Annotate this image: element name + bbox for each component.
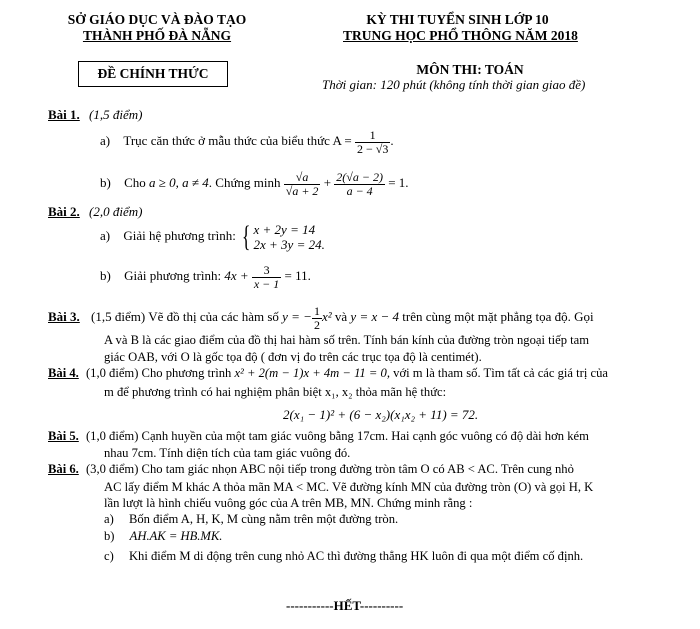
problem-2b-fraction (252, 264, 281, 291)
problem-1b (100, 168, 409, 198)
department-name: SỞ GIÁO DỤC VÀ ĐÀO TẠO (67, 12, 247, 27)
problem-2a (100, 218, 325, 254)
problem-1-title: Bài 1. (48, 107, 80, 122)
system-brace: { (241, 220, 251, 254)
problem-1b-plus: + (323, 175, 332, 190)
problem-1b-f2-numerator: 2(√a − 2) (336, 169, 383, 184)
problem-6-title: Bài 6. (48, 462, 79, 476)
problem-2b-label: b) (100, 268, 111, 283)
problem-6a (104, 512, 398, 527)
problem-6-line-1 (48, 462, 574, 477)
problem-5-title: Bài 5. (48, 429, 79, 443)
end-marker: -----------HẾT---------- (286, 598, 404, 613)
problem-1b-text2: . Chứng minh (208, 175, 281, 190)
problem-3-f2: y = x − 4 (350, 309, 400, 324)
problem-1a-text: Trục căn thức ở mẫu thức của biểu thức A = (123, 133, 352, 148)
problem-5-line-1 (48, 429, 589, 444)
system-eq-2: 2x + 3y = 24. (253, 237, 325, 253)
problem-1a-fraction (355, 129, 390, 156)
problem-1-points: (1,5 điểm) (89, 107, 143, 122)
problem-2b-denominator: x − 1 (253, 276, 280, 291)
problem-4-line-2: m để phương trình có hai nghiệm phân biệt x₁, x₂ thỏa mãn hệ thức: (104, 385, 447, 399)
problem-1b-text1: Cho (124, 175, 146, 190)
problem-1b-fraction-1 (284, 171, 321, 198)
problem-2b-text: Giải phương trình: (124, 268, 222, 283)
problem-2b-numerator: 3 (252, 264, 281, 278)
exam-duration: Thời gian: 120 phút (không tính thời gian giao đề) (322, 77, 586, 92)
problem-5-text: (1,0 điểm) Cạnh huyền của một tam giác vuông bằng 17cm. Hai cạnh góc vuông có độ dài hơn kém (85, 429, 589, 443)
problem-3-line-3: giác OAB, với O là gốc tọa độ ( đơn vị đo trên các trục tọa độ là centimét). (104, 350, 482, 364)
problem-3-f1-denominator: 2 (313, 317, 320, 332)
problem-2b (100, 261, 311, 291)
problem-6c (104, 549, 583, 564)
problem-3-text-b: và (334, 309, 348, 324)
problem-2b-lhs: 4x + (224, 268, 249, 283)
problem-2-points: (2,0 điểm) (89, 204, 143, 219)
problem-6c-label: c) (104, 549, 114, 563)
problem-6-line-3: lần lượt là hình chiếu vuông góc của A trên MB, MN. Chứng minh rằng : (104, 496, 473, 510)
problem-1a-label: a) (100, 133, 111, 148)
problem-6c-text: Khi điểm M di động trên cung nhỏ AC thì đường thẳng HK luôn đi qua một điểm cố định. (128, 549, 584, 563)
problem-1b-fraction-2 (334, 171, 385, 198)
problem-4-line-1 (48, 366, 608, 381)
problem-6b-text: AH.AK = HB.MK. (129, 529, 223, 543)
problem-3-line-2: A và B là các giao điểm của đồ thị hai hàm số trên. Tính bán kính của đường tròn ngoại tiếp tam (104, 333, 590, 347)
problem-2a-text: Giải hệ phương trình: (123, 228, 236, 243)
exam-title: KỲ THI TUYỂN SINH LỚP 10 (366, 12, 549, 27)
problem-1b-f1-numerator: √a (284, 171, 321, 185)
problem-3-text-a: (1,5 điểm) Vẽ đồ thị của các hàm số (91, 309, 279, 324)
problem-6a-text: Bốn điểm A, H, K, M cùng nằm trên một đường tròn. (128, 512, 399, 526)
system-eq-1: x + 2y = 14 (253, 222, 316, 238)
problem-6a-label: a) (104, 512, 114, 526)
problem-1a-end: . (390, 133, 394, 148)
problem-3-f1-fraction (312, 305, 322, 332)
problem-1b-f1-denominator: √a + 2 (285, 183, 319, 198)
problem-3-title: Bài 3. (48, 309, 80, 324)
problem-6b (104, 529, 222, 544)
problem-5-line-2: nhau 7cm. Tính diện tích của tam giác vuông đó. (104, 446, 351, 460)
problem-3-text-c: trên cùng một mặt phẳng tọa độ. Gọi (402, 309, 594, 324)
equation-system (254, 222, 325, 252)
official-exam-label: ĐỀ CHÍNH THỨC (97, 66, 209, 81)
problem-2-heading (48, 204, 142, 219)
problem-1b-end: = 1. (388, 175, 409, 190)
problem-4-formula: 2(x₁ − 1)² + (6 − x₂)(x₁x₂ + 11) = 72. (283, 407, 479, 422)
problem-4-equation: x² + 2(m − 1)x + 4m − 11 = 0, (234, 366, 390, 380)
problem-1-heading (48, 107, 142, 122)
problem-3-f1-rhs: x² (321, 309, 332, 324)
problem-1a (100, 126, 394, 156)
problem-1b-label: b) (100, 175, 111, 190)
exam-year: TRUNG HỌC PHỔ THÔNG NĂM 2018 (343, 28, 578, 43)
problem-3-f1-numerator: 1 (313, 303, 320, 318)
problem-3-line-1 (48, 302, 594, 332)
problem-3-f1-lhs: y = − (282, 309, 312, 324)
problem-6-line-2: AC lấy điểm M khác A thỏa mãn MA < MC. Vẽ đường kính MN của đường tròn (O) và gọi H, K (104, 480, 594, 494)
problem-4-text-b: với m là tham số. Tìm tất cả các giá trị của (393, 366, 608, 380)
problem-4-title: Bài 4. (48, 366, 79, 380)
official-exam-box (78, 61, 228, 87)
problem-2b-rhs: = 11. (284, 268, 311, 283)
city-name: THÀNH PHỐ ĐÀ NẴNG (82, 28, 232, 43)
problem-1a-denominator: 2 − √3 (356, 141, 389, 156)
problem-1b-condition: a ≥ 0, a ≠ 4 (149, 175, 209, 190)
problem-6-text: (3,0 điểm) Cho tam giác nhọn ABC nội tiếp trong đường tròn tâm O có AB < AC. Trên cung nhỏ (85, 462, 574, 476)
problem-1a-numerator: 1 (355, 129, 390, 143)
problem-2-title: Bài 2. (48, 204, 80, 219)
problem-6b-label: b) (104, 529, 115, 543)
subject-title: MÔN THI: TOÁN (416, 62, 524, 77)
problem-4-text-a: (1,0 điểm) Cho phương trình (85, 366, 232, 380)
problem-2a-label: a) (100, 228, 111, 243)
problem-1b-f2-denominator: a − 4 (346, 183, 373, 198)
